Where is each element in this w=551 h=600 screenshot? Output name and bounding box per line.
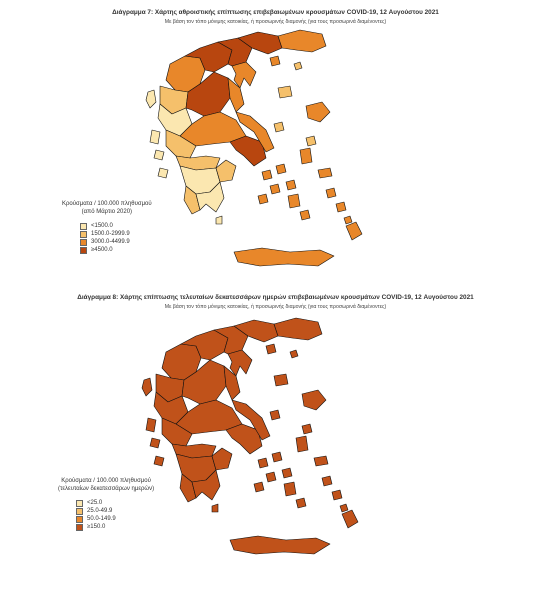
legend-item xyxy=(76,499,154,507)
legend-swatch xyxy=(80,247,87,254)
legend-label: 25.0-49.9 xyxy=(87,508,113,514)
legend-label: 3000.0-4499.9 xyxy=(91,239,130,245)
region-samos xyxy=(318,168,332,178)
map-legend xyxy=(62,200,152,254)
legend-label: <1500.0 xyxy=(91,223,113,229)
region-lesvos xyxy=(306,102,330,122)
map-title: Διάγραμμα 8: Χάρτης επίπτωσης τελευταίων δεκατεσσάρων ημερών επιβεβαιωμένων κρουσμάτων COVID-19, 12 Αυγούστου 2021 xyxy=(77,294,474,301)
legend-label: 1500.0-2999.9 xyxy=(91,231,130,237)
region-kythira xyxy=(216,216,222,224)
region-chios xyxy=(300,148,312,164)
map-panel-14day xyxy=(0,290,551,600)
legend-label: ≥4500.0 xyxy=(91,247,113,253)
region-n-aegean xyxy=(306,136,316,146)
region-skyros xyxy=(274,122,284,132)
region-naxos xyxy=(284,482,306,508)
legend-swatch xyxy=(80,223,87,230)
legend-item xyxy=(80,246,152,254)
legend-swatch xyxy=(76,516,83,523)
region-argolida xyxy=(216,160,236,182)
region-skyros xyxy=(270,410,280,420)
legend-title: Κρούσματα / 100.000 πληθυσμού xyxy=(62,201,152,207)
region-rhodes xyxy=(346,222,362,240)
region-corfu xyxy=(146,90,156,108)
region-thasos xyxy=(270,56,280,66)
region-samothrace xyxy=(290,350,298,358)
map-subtitle: Με βάση τον τόπο μόνιμης κατοικίας, ή προσωρινής διαμονής (για τους προσωρινά διαμένοντες) xyxy=(164,19,387,25)
region-chios xyxy=(296,436,308,452)
legend-swatch xyxy=(76,500,83,507)
region-n-aegean xyxy=(302,424,312,434)
legend-swatch xyxy=(80,231,87,238)
legend-item xyxy=(76,507,154,515)
region-lesvos xyxy=(302,390,326,410)
region-samos xyxy=(314,456,328,466)
legend-swatch xyxy=(80,239,87,246)
region-ionian xyxy=(150,130,168,178)
map-title: Διάγραμμα 7: Χάρτης αθροιστικής επίπτωσης επιβεβαιωμένων κρουσμάτων COVID-19, 12 Αυγούστου 2021 xyxy=(112,9,439,16)
region-argolida xyxy=(212,448,232,470)
region-rhodes xyxy=(342,510,358,528)
legend-title: Κρούσματα / 100.000 πληθυσμού xyxy=(61,478,151,484)
legend-subtitle: (από Μάρτιο 2020) xyxy=(81,209,133,215)
legend-swatch xyxy=(76,508,83,515)
region-corfu xyxy=(142,378,152,396)
region-dodecanese xyxy=(326,188,352,224)
region-naxos xyxy=(288,194,310,220)
map-subtitle: Με βάση τον τόπο μόνιμης κατοικίας, ή προσωρινής διαμονής (για τους προσωρινά διαμένοντες) xyxy=(164,304,387,310)
legend-swatch xyxy=(76,524,83,531)
map-panel-cumulative xyxy=(0,0,551,290)
legend-item xyxy=(80,230,152,238)
region-ionian xyxy=(146,418,164,466)
region-crete xyxy=(230,536,330,554)
legend-label: <25.0 xyxy=(87,500,103,506)
legend-item xyxy=(76,523,154,531)
greece-map xyxy=(0,290,551,600)
map-legend xyxy=(58,477,154,531)
region-crete xyxy=(234,248,334,266)
region-thrace xyxy=(278,30,326,52)
region-lemnos xyxy=(278,86,292,98)
region-lemnos xyxy=(274,374,288,386)
legend-item xyxy=(80,238,152,246)
region-kythira xyxy=(212,504,218,512)
legend-subtitle: (τελευταίων δεκατεσσάρων ημερών) xyxy=(58,486,155,492)
legend-item xyxy=(80,222,152,230)
legend-label: ≥150.0 xyxy=(87,524,106,530)
region-thrace xyxy=(274,318,322,340)
legend-label: 50.0-149.9 xyxy=(87,516,116,522)
legend-item xyxy=(76,515,154,523)
region-thasos xyxy=(266,344,276,354)
region-samothrace xyxy=(294,62,302,70)
region-dodecanese xyxy=(322,476,348,512)
